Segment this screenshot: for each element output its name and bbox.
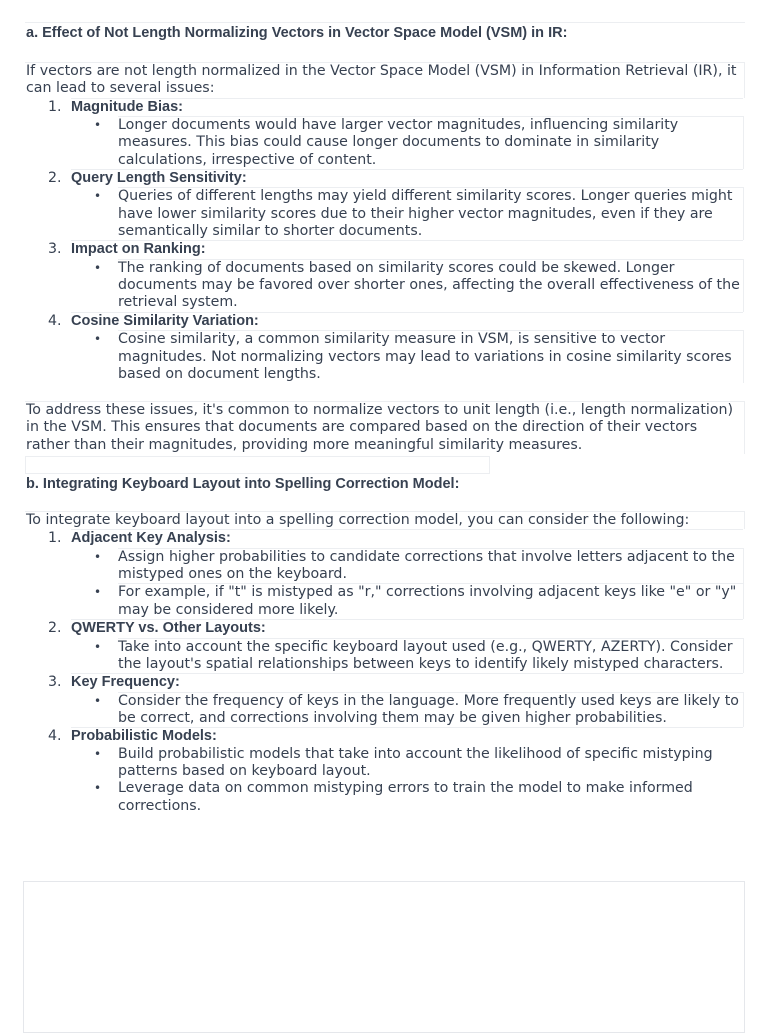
section-a-heading: a. Effect of Not Length Normalizing Vectors in Vector Space Model (VSM) in IR:: [25, 22, 745, 42]
item-title: [48, 529, 743, 548]
item-title: [48, 312, 743, 331]
bullet-icon: •: [94, 746, 102, 761]
item-title: [48, 169, 743, 188]
bullet-icon: •: [94, 549, 102, 564]
list-item: [48, 312, 753, 383]
item-title-text: Impact on Ranking:: [71, 241, 206, 258]
item-title-text: Key Frequency:: [71, 674, 180, 691]
bullet-icon: •: [94, 189, 102, 204]
list-item: [48, 727, 753, 815]
bullet-item: [94, 330, 744, 383]
bullet-text: Leverage data on common mistyping errors to train the model to make informed corrections.: [118, 780, 693, 814]
bullet-text: The ranking of documents based on similarity scores could be skewed. Longer documents may be favored over shorter ones, affecting the overall effectiveness of the retrieval system.: [118, 259, 740, 311]
bullet-list: [71, 330, 753, 383]
section-a-conclusion: To address these issues, it's common to normalize vectors to unit length (i.e., length normalization) in the VSM. This ensures that documents are compared based on the direction of their vectors rather than their magnitudes, providing more meaningful similarity measures.: [25, 401, 745, 454]
item-number: 1.: [48, 98, 62, 115]
bullet-item: [94, 187, 744, 240]
spacer: [25, 493, 753, 511]
list-item: [48, 169, 753, 240]
bullet-item: [94, 692, 744, 728]
bullet-icon: •: [94, 693, 102, 708]
item-title: [48, 619, 743, 638]
bullet-text: Cosine similarity, a common similarity measure in VSM, is sensitive to vector magnitudes. Not normalizing vectors may lead to variations in cosine similarity scores based on document lengths.: [118, 331, 732, 382]
bullet-text: Build probabilistic models that take into account the likelihood of specific mistyping patterns based on keyboard layout.: [118, 745, 713, 780]
bullet-item: [94, 259, 744, 312]
bullet-list: [71, 548, 753, 619]
section-a-intro: If vectors are not length normalized in the Vector Space Model (VSM) in Information Retrieval (IR), it can lead to several issues:: [25, 62, 745, 98]
bullet-item: [94, 745, 743, 781]
list-item: [48, 619, 753, 673]
bullet-text: Consider the frequency of keys in the language. More frequently used keys are likely to be correct, and corrections involving them may be given higher probabilities.: [118, 692, 739, 726]
bullet-list: [71, 746, 753, 815]
section-b-heading: b. Integrating Keyboard Layout into Spelling Correction Model:: [26, 476, 460, 493]
item-number: 3.: [48, 674, 62, 691]
item-title-text: QWERTY vs. Other Layouts:: [71, 620, 266, 637]
spacer: [25, 42, 753, 62]
bullet-text: For example, if "t" is mistyped as "r," corrections involving adjacent keys like "e" or "y" may be considered more likely.: [118, 584, 737, 618]
bullet-text: Queries of different lengths may yield different similarity scores. Longer queries might have lower similarity scores due to their higher vector magnitudes, even if they are semantically similar to shorter documents.: [118, 188, 733, 240]
item-title: [48, 98, 743, 117]
bullet-item: [94, 780, 743, 815]
empty-block: [25, 456, 490, 474]
item-number: 3.: [48, 241, 62, 258]
item-title: [48, 240, 743, 259]
bullet-text: Take into account the specific keyboard layout used (e.g., QWERTY, AZERTY). Consider the layout's spatial relationships between keys to identify likely mistyped characters.: [118, 638, 733, 672]
bullet-icon: •: [94, 781, 102, 796]
spacer: [25, 383, 753, 401]
bullet-icon: •: [94, 118, 102, 133]
item-number: 4.: [48, 312, 62, 329]
bullet-list: [71, 692, 753, 728]
document-body: [25, 22, 753, 815]
bullet-item: [94, 548, 744, 584]
section-a-list: [25, 98, 753, 384]
bullet-item: [94, 638, 744, 674]
section-b-list: [25, 529, 753, 815]
bullet-text: Longer documents would have larger vector magnitudes, influencing similarity measures. This bias could cause longer documents to dominate in similarity calculations, irrespective of content.: [118, 117, 679, 168]
bullet-item: [94, 583, 744, 619]
list-item: [48, 98, 753, 169]
item-number: 4.: [48, 728, 62, 745]
bullet-list: [71, 638, 753, 674]
item-title-text: Query Length Sensitivity:: [71, 169, 247, 186]
bullet-icon: •: [94, 332, 102, 347]
item-title-text: Magnitude Bias:: [71, 98, 183, 115]
item-title-text: Adjacent Key Analysis:: [71, 530, 231, 547]
section-b-intro: To integrate keyboard layout into a spelling correction model, you can consider the following:: [25, 511, 745, 529]
list-item: [48, 240, 753, 311]
bullet-icon: •: [94, 639, 102, 654]
bullet-icon: •: [94, 585, 102, 600]
bullet-list: [71, 259, 753, 312]
bullet-list: [71, 116, 753, 169]
item-title: [48, 673, 743, 692]
item-title-text: Cosine Similarity Variation:: [71, 312, 259, 329]
bullet-list: [71, 187, 753, 240]
item-number: 1.: [48, 530, 62, 547]
list-item: [48, 673, 753, 727]
bullet-item: [94, 116, 744, 169]
item-number: 2.: [48, 169, 62, 186]
bullet-icon: •: [94, 260, 102, 275]
list-item: [48, 529, 753, 619]
item-title: [48, 727, 743, 746]
item-title-text: Probabilistic Models:: [71, 728, 217, 745]
empty-panel: [23, 881, 745, 1033]
bullet-text: Assign higher probabilities to candidate corrections that involve letters adjacent to the mistyped ones on the keyboard.: [118, 548, 735, 583]
item-number: 2.: [48, 620, 62, 637]
